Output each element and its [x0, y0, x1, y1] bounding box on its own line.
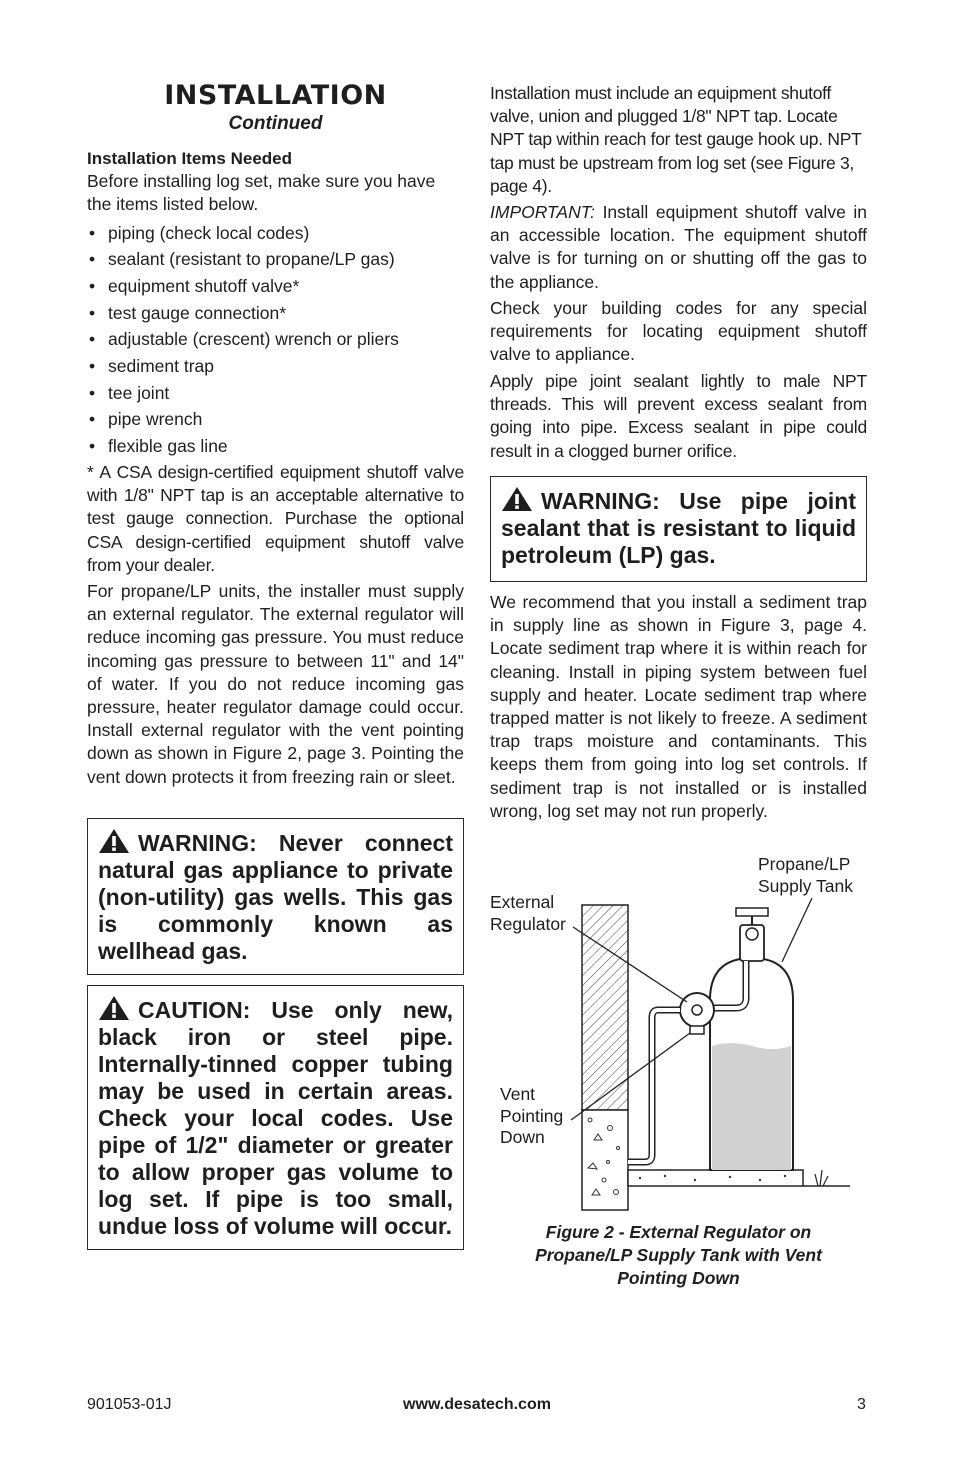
warning-text-sealant: WARNING: Use pipe joint sealant that is resistant to liquid petroleum (LP) gas.	[501, 488, 856, 568]
sealant-paragraph: Apply pipe joint sealant lightly to male NPT threads. This will prevent excess sealant from going into pipe. Excess sealant in pipe could result in a clogged burner orifice.	[490, 371, 867, 461]
list-item: • adjustable (crescent) wrench or pliers	[87, 326, 464, 353]
caption-line: Pointing Down	[617, 1268, 740, 1288]
tank-leader	[782, 898, 812, 962]
caption-line: Propane/LP Supply Tank with Vent	[535, 1245, 822, 1265]
caution-text-pipe: CAUTION: Use only new, black iron or steel pipe. Internally-tinned copper tubing may be used in certain areas. Check your local codes. Use pipe of 1/2" diameter or greater to allow proper gas volume to log set. If pipe is too small, undue loss of volume will occur.	[98, 997, 453, 1239]
items-title: Installation Items Needed	[87, 149, 292, 168]
ground-slab	[628, 1170, 803, 1186]
tank-label-line: Propane/LP	[758, 854, 851, 874]
grass	[815, 1170, 828, 1186]
list-item: • flexible gas line	[87, 433, 464, 460]
house-wall	[582, 905, 628, 1110]
regulator-label-line: Regulator	[490, 913, 566, 934]
warning-text-wells: WARNING: Never connect natural gas appliance to private (non-utility) gas wells. This gas is commonly known as wellhead gas.	[98, 830, 453, 964]
list-item: • equipment shutoff valve*	[87, 273, 464, 300]
warning-icon	[501, 486, 533, 512]
caution-box-pipe	[87, 985, 464, 1250]
list-item: • sealant (resistant to propane/LP gas)	[87, 246, 464, 273]
warning-box-sealant	[490, 476, 867, 582]
items-section	[87, 147, 464, 464]
warning-icon	[98, 828, 130, 854]
vent-label-line: Down	[500, 1127, 545, 1147]
caption-line: Figure 2 - External Regulator on	[545, 1222, 812, 1242]
list-item: • piping (check local codes)	[87, 220, 464, 247]
doc-number: 901053-01J	[87, 1396, 172, 1413]
website-link[interactable]: www.desatech.com	[403, 1396, 551, 1413]
tank-label-line: Supply Tank	[758, 875, 854, 896]
codes-paragraph: Check your building codes for any special requirements for locating equipment shutoff valve to appliance.	[490, 298, 867, 365]
warning-icon	[98, 995, 130, 1021]
shutoff-paragraph: Installation must include an equipment shutoff valve, union and plugged 1/8" NPT tap. Locate NPT tap within reach for test gauge hook up. NPT tap must be upstream from log set (see Figure 3, page 4).	[490, 83, 862, 196]
page-title: INSTALLATION	[164, 80, 387, 111]
propane-paragraph: For propane/LP units, the installer must supply an external regulator. The external regulator will reduce incoming gas pressure. You must reduce incoming gas pressure to between 11" and 14" of water. If you do not reduce incoming gas pressure, heater regulator damage could occur. Install external regulator with the vent pointing down as shown in Figure 2, page 3. Pointing the vent down protects it from freezing rain or sleet.	[87, 581, 464, 787]
important-label: IMPORTANT:	[490, 202, 595, 222]
important-text: Install equipment shutoff valve in an accessible location. The equipment shutoff valve is for turning on or shutting off the gas to the appliance.	[490, 202, 867, 292]
list-item: • pipe wrench	[87, 406, 464, 433]
figure-2	[490, 850, 867, 1220]
warning-box-wells	[87, 818, 464, 975]
important-paragraph	[490, 201, 867, 294]
tank-label	[758, 854, 853, 897]
items-list	[87, 220, 464, 460]
regulator-vent	[690, 1026, 704, 1034]
regulator-label-line: External	[490, 892, 555, 912]
page-number: 3	[857, 1396, 866, 1413]
list-item: • tee joint	[87, 380, 464, 407]
list-item: • sediment trap	[87, 353, 464, 380]
foundation	[582, 1110, 628, 1210]
items-intro: Before installing log set, make sure you have the items listed below.	[87, 171, 436, 215]
list-item: • test gauge connection*	[87, 300, 464, 327]
vent-label-line: Pointing	[500, 1105, 564, 1126]
sediment-paragraph: We recommend that you install a sediment trap in supply line as shown in Figure 3, page 4. Locate sediment trap where it is within reach for cleaning. Install in piping system between fuel supply and heater. Locate sediment trap where trapped matter is not likely to freeze. A sediment trap traps moisture and contaminants. This keeps them from going into log set controls. If sediment trap is not installed or is installed wrong, log set may not run properly.	[490, 592, 867, 821]
vent-label-line: Vent	[500, 1084, 536, 1104]
footnote-paragraph: * A CSA design-certified equipment shutoff valve with 1/8" NPT tap is an acceptable alternative to test gauge connection. Purchase the optional CSA design-certified equipment shutoff valve from your dealer.	[87, 462, 464, 575]
tank-liquid	[712, 1043, 791, 1170]
figure-caption	[490, 1221, 867, 1290]
page-subtitle: Continued	[228, 113, 323, 134]
vent-label	[500, 1084, 563, 1149]
regulator-label	[490, 892, 566, 935]
